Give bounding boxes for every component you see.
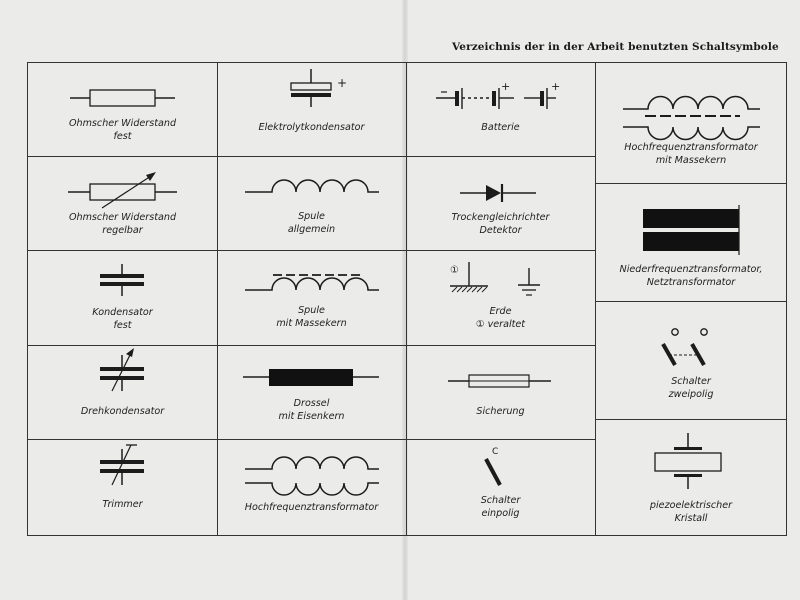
- cell-schalter-einpolig: [406, 439, 595, 537]
- label-line2: Detektor: [479, 225, 522, 236]
- outdated-marker: ①: [450, 265, 459, 276]
- label-line2: Kristall: [674, 513, 708, 524]
- label-line2: mit Massekern: [655, 155, 727, 166]
- label-line2: mit Eisenkern: [278, 411, 345, 422]
- outdated-marker: ①: [475, 319, 485, 330]
- trimmer-capacitor-symbol: [28, 439, 217, 537]
- choke-iron-core-symbol: [217, 345, 406, 439]
- label-line1: Spule: [298, 211, 325, 222]
- label-line1: Batterie: [481, 122, 520, 133]
- inductor-ferrite-core-symbol: [217, 250, 406, 345]
- cell-nf-transformator: [595, 183, 787, 301]
- cell-piezo-kristall: [595, 419, 787, 537]
- cell-trockengleichrichter: [406, 156, 595, 250]
- contact-letter: C: [492, 447, 499, 457]
- label-line1: Niederfrequenztransformator,: [619, 264, 763, 275]
- label-line1: Trimmer: [102, 499, 143, 510]
- cell-widerstand-regelbar: [28, 156, 217, 250]
- label-line1: Trockengleichrichter: [451, 212, 550, 223]
- cell-erde: [406, 250, 595, 345]
- switch-double-pole-symbol: [595, 301, 787, 419]
- label-line1: Kondensator: [92, 307, 153, 318]
- battery-symbol: [406, 63, 595, 156]
- label-line1: Hochfrequenztransformator: [624, 142, 758, 153]
- label-line2: Netztransformator: [646, 277, 736, 288]
- label-line2: regelbar: [102, 225, 143, 236]
- cell-spule-massekern: [217, 250, 406, 345]
- label-line1: Ohmscher Widerstand: [68, 118, 177, 129]
- cell-hf-transformator: [217, 439, 406, 537]
- cell-drossel: [217, 345, 406, 439]
- cell-drehkondensator: [28, 345, 217, 439]
- fuse-symbol: [406, 345, 595, 439]
- label-line2-row: [406, 318, 595, 331]
- cell-kondensator-fest: [28, 250, 217, 345]
- label-line1: Spule: [298, 305, 325, 316]
- label-line1: Ohmscher Widerstand: [68, 212, 177, 223]
- label-line1: Schalter: [480, 495, 521, 506]
- cell-trimmer: [28, 439, 217, 537]
- label-line1: piezoelektrischer: [649, 500, 733, 511]
- label-line2: fest: [113, 320, 132, 331]
- cell-spule-allgemein: [217, 156, 406, 250]
- label-line1: Erde: [489, 306, 512, 317]
- cell-schalter-zweipolig: [595, 301, 787, 419]
- label-line1: Sicherung: [476, 406, 525, 417]
- label-line1: Elektrolytkondensator: [258, 122, 365, 133]
- label-line2: allgemein: [287, 224, 336, 235]
- label-line2: mit Massekern: [276, 318, 347, 329]
- label-line2: fest: [113, 131, 132, 142]
- symbol-table: [27, 62, 787, 536]
- label-line2: zweipolig: [668, 389, 714, 400]
- cell-sicherung: [406, 345, 595, 439]
- polarity-plus: +: [501, 80, 511, 93]
- electrolytic-capacitor-symbol: [217, 63, 406, 156]
- label-line2: einpolig: [481, 508, 520, 519]
- switch-single-pole-symbol: [406, 439, 595, 537]
- label-line1: Drehkondensator: [80, 406, 165, 417]
- polarity-plus: +: [551, 80, 561, 93]
- cell-elektrolytkondensator: [217, 63, 406, 156]
- label-line2: veraltet: [487, 319, 526, 330]
- polarity-plus: +: [337, 76, 348, 90]
- label-line1: Schalter: [671, 376, 711, 387]
- cell-widerstand-fest: [28, 63, 217, 156]
- label-line1: Drossel: [293, 398, 330, 409]
- label-line1: Hochfrequenztransformator: [244, 502, 379, 513]
- rf-transformer-symbol: [217, 439, 406, 537]
- page-title: Verzeichnis der in der Arbeit benutzten Schaltsymbole: [452, 41, 779, 53]
- cell-batterie: [406, 63, 595, 156]
- variable-capacitor-symbol: [28, 345, 217, 439]
- cell-hf-transformator-massekern: [595, 63, 787, 183]
